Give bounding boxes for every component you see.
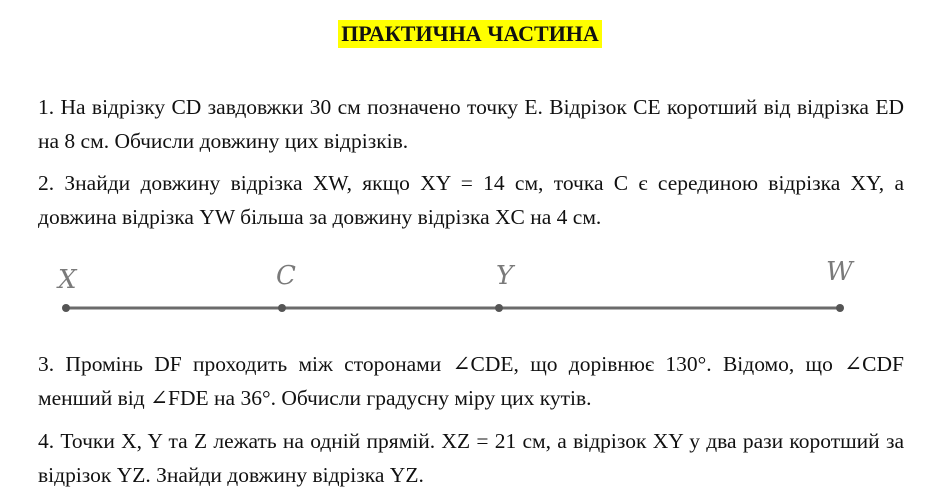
point-c-dot <box>278 304 286 312</box>
point-w-label: W <box>826 257 853 287</box>
point-y-label: Y <box>496 261 514 291</box>
title-container <box>0 20 940 48</box>
point-w-dot <box>836 304 844 312</box>
point-c-label: C <box>276 261 296 291</box>
point-y-dot <box>495 304 503 312</box>
task-2: 2. Знайди довжину відрізка XW, якщо XY = 14 см, точка C є серединою відрізка XY, а довжина відрізка YW більша за довжину відрізка XC на 4 см. <box>38 171 904 229</box>
task-1: 1. На відрізку CD завдовжки 30 см позначено точку E. Відрізок CE коротший від відрізка ED на 8 см. Обчисли довжину цих відрізків. <box>38 95 904 153</box>
task-4: 4. Точки X, Y та Z лежать на одній прямій. XZ = 21 см, а відрізок XY у два рази коротший за відрізок YZ. Знайди довжину відрізка YZ. <box>38 429 904 487</box>
point-x-dot <box>62 304 70 312</box>
task-3: 3. Промінь DF проходить між сторонами ∠CDE, що дорівнює 130°. Відомо, що ∠CDF менший від ∠FDE на 36°. Обчисли градусну міру цих кутів. <box>38 352 904 410</box>
segment-figure <box>40 252 880 324</box>
page-title: ПРАКТИЧНА ЧАСТИНА <box>338 20 602 48</box>
point-x-label: X <box>58 265 77 295</box>
